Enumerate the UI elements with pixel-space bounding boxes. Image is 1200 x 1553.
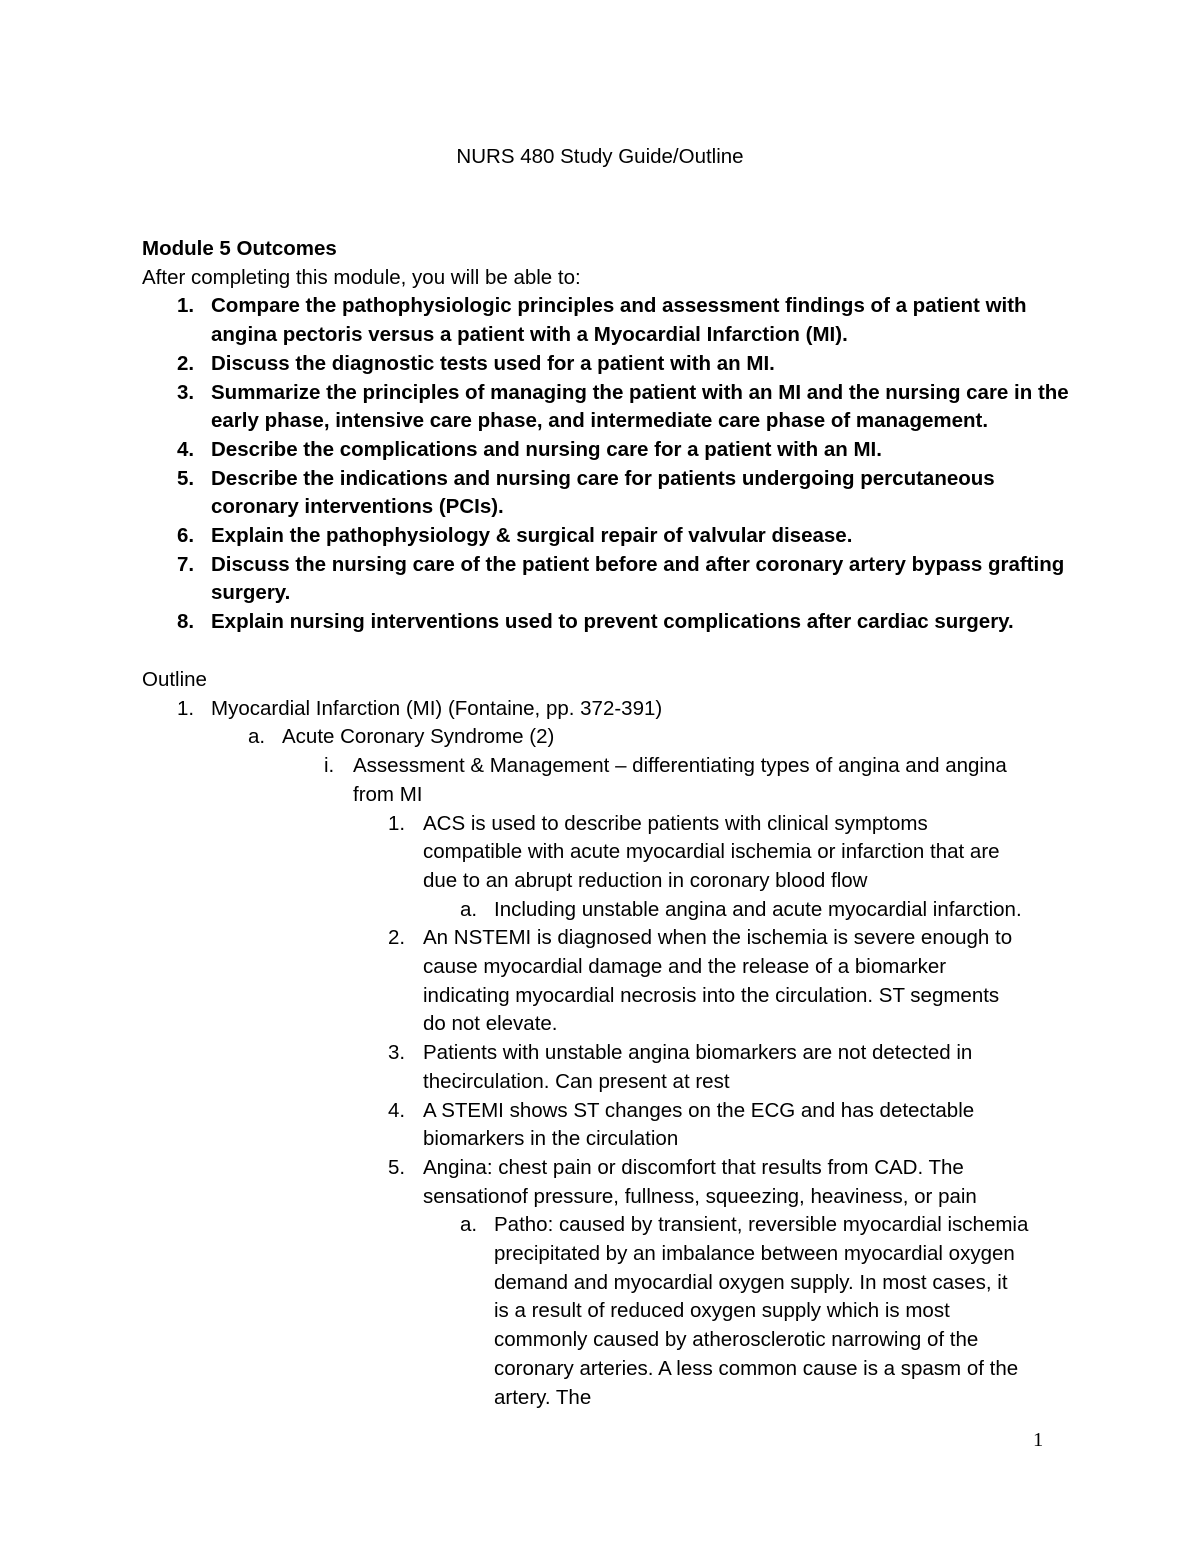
outline-point-4-line-2: biomarkers in the circulation [423, 1127, 679, 1151]
outcome-item-4 [142, 436, 1072, 465]
outcome-item-1 [142, 292, 1072, 349]
list-number: 1. [388, 811, 406, 835]
list-number: 4. [388, 1098, 406, 1122]
outcome-item-6-line-1: Explain the pathophysiology & surgical repair of valvular disease. [211, 524, 853, 548]
outline-point-3 [142, 1039, 1072, 1096]
outline-item-1ai [142, 752, 1072, 809]
list-number: a. [460, 897, 478, 921]
outline-point-2-line-3: indicating myocardial necrosis into the circulation. ST segments [423, 983, 1000, 1007]
outline-point-1-sub-1-line-1: Including unstable angina and acute myocardial infarction. [494, 897, 1022, 921]
outline-point-3-line-1: Patients with unstable angina biomarkers are not detected in [423, 1041, 973, 1065]
list-number: 2. [177, 351, 195, 375]
outline-point-3-line-2: thecirculation. Can present at rest [423, 1069, 730, 1093]
outline-point-1-line-3: due to an abrupt reduction in coronary blood flow [423, 868, 868, 892]
outline-section [142, 666, 1072, 1412]
outcome-item-8-line-1: Explain nursing interventions used to prevent complications after cardiac surgery. [211, 610, 1014, 634]
outcome-item-5-line-2: coronary interventions (PCIs). [211, 495, 504, 519]
list-letter: a. [248, 725, 266, 749]
outcome-item-1-line-2: angina pectoris versus a patient with a Myocardial Infarction (MI). [211, 323, 848, 347]
outline-point-5-line-1: Angina: chest pain or discomfort that results from CAD. The [423, 1155, 964, 1179]
outline-item-1ai-line-2: from MI [353, 782, 423, 806]
outcome-item-2 [142, 350, 1072, 379]
outcomes-list [142, 292, 1072, 636]
outcome-item-7 [142, 551, 1072, 608]
outline-point-1-sub-1 [142, 896, 1072, 925]
outcome-item-1-line-1: Compare the pathophysiologic principles and assessment findings of a patient with [211, 294, 1027, 318]
outline-point-1 [142, 810, 1072, 896]
list-number: 5. [177, 466, 195, 490]
outcome-item-7-line-2: surgery. [211, 581, 291, 605]
outcome-item-5 [142, 465, 1072, 522]
outline-point-4 [142, 1097, 1072, 1154]
outline-point-5-sub-1 [142, 1211, 1072, 1412]
outcome-item-5-line-1: Describe the indications and nursing care for patients undergoing percutaneous [211, 466, 995, 490]
outcome-item-7-line-1: Discuss the nursing care of the patient before and after coronary artery bypass grafting [211, 552, 1065, 576]
outline-point-5-sub-1-line-6: coronary arteries. A less common cause is a spasm of the [494, 1356, 1019, 1380]
outline-point-1-line-2: compatible with acute myocardial ischemia or infarction that are [423, 840, 1000, 864]
outline-point-2 [142, 924, 1072, 1039]
outline-points [142, 810, 1072, 1413]
list-number: 4. [177, 437, 195, 461]
outline-point-5-sub-1-line-1: Patho: caused by transient, reversible myocardial ischemia [494, 1213, 1029, 1237]
outline-point-5-sub-1-line-3: demand and myocardial oxygen supply. In most cases, it [494, 1270, 1008, 1294]
outcome-item-6 [142, 522, 1072, 551]
outline-point-1-line-1: ACS is used to describe patients with clinical symptoms [423, 811, 928, 835]
list-number: 1. [177, 294, 195, 318]
outline-point-5-sub-1-line-2: precipitated by an imbalance between myocardial oxygen [494, 1242, 1015, 1266]
outline-point-4-line-1: A STEMI shows ST changes on the ECG and has detectable [423, 1098, 975, 1122]
list-number: 8. [177, 610, 195, 634]
list-number: a. [460, 1213, 478, 1237]
outline-point-5-sub-1-line-5: commonly caused by atherosclerotic narrowing of the [494, 1328, 979, 1352]
list-number: 3. [388, 1041, 406, 1065]
outline-point-5-sub-1-line-4: is a result of reduced oxygen supply which is most [494, 1299, 950, 1323]
outline-item-1a [142, 723, 1072, 752]
outline-point-2-line-1: An NSTEMI is diagnosed when the ischemia is severe enough to [423, 926, 1013, 950]
outline-point-5-line-2: sensationof pressure, fullness, squeezing, heaviness, or pain [423, 1184, 977, 1208]
list-number: 6. [177, 524, 195, 548]
outline-point-2-line-2: cause myocardial damage and the release of a biomarker [423, 955, 947, 979]
outcomes-section [142, 235, 1072, 637]
list-number: 2. [388, 926, 406, 950]
outline-item-1a-text: Acute Coronary Syndrome (2) [282, 725, 555, 749]
outcomes-intro: After completing this module, you will be able to: [142, 265, 581, 289]
page-number: 1 [1033, 1429, 1044, 1451]
outcomes-heading: Module 5 Outcomes [142, 237, 337, 260]
outline-item-1ai-line-1: Assessment & Management – differentiating types of angina and angina [353, 754, 1007, 778]
list-number: 5. [388, 1155, 406, 1179]
outline-point-2-line-4: do not elevate. [423, 1012, 558, 1036]
outcome-item-4-line-1: Describe the complications and nursing care for a patient with an MI. [211, 437, 882, 461]
outcome-item-2-line-1: Discuss the diagnostic tests used for a patient with an MI. [211, 351, 775, 375]
outline-item-1-text: Myocardial Infarction (MI) (Fontaine, pp. 372-391) [211, 696, 663, 720]
list-number: 1. [177, 696, 195, 720]
outline-heading: Outline [142, 668, 207, 691]
outcome-item-3 [142, 379, 1072, 436]
list-number: 7. [177, 552, 195, 576]
list-roman: i. [324, 754, 335, 778]
list-number: 3. [177, 380, 195, 404]
outline-point-5 [142, 1154, 1072, 1211]
outcome-item-3-line-1: Summarize the principles of managing the patient with an MI and the nursing care in the [211, 380, 1069, 404]
outline-item-1 [142, 695, 1072, 724]
document-title: NURS 480 Study Guide/Outline [456, 145, 744, 168]
outline-point-5-sub-1-line-7: artery. The [494, 1385, 592, 1409]
outcome-item-3-line-2: early phase, intensive care phase, and intermediate care phase of management. [211, 409, 989, 433]
outcome-item-8 [142, 608, 1072, 637]
